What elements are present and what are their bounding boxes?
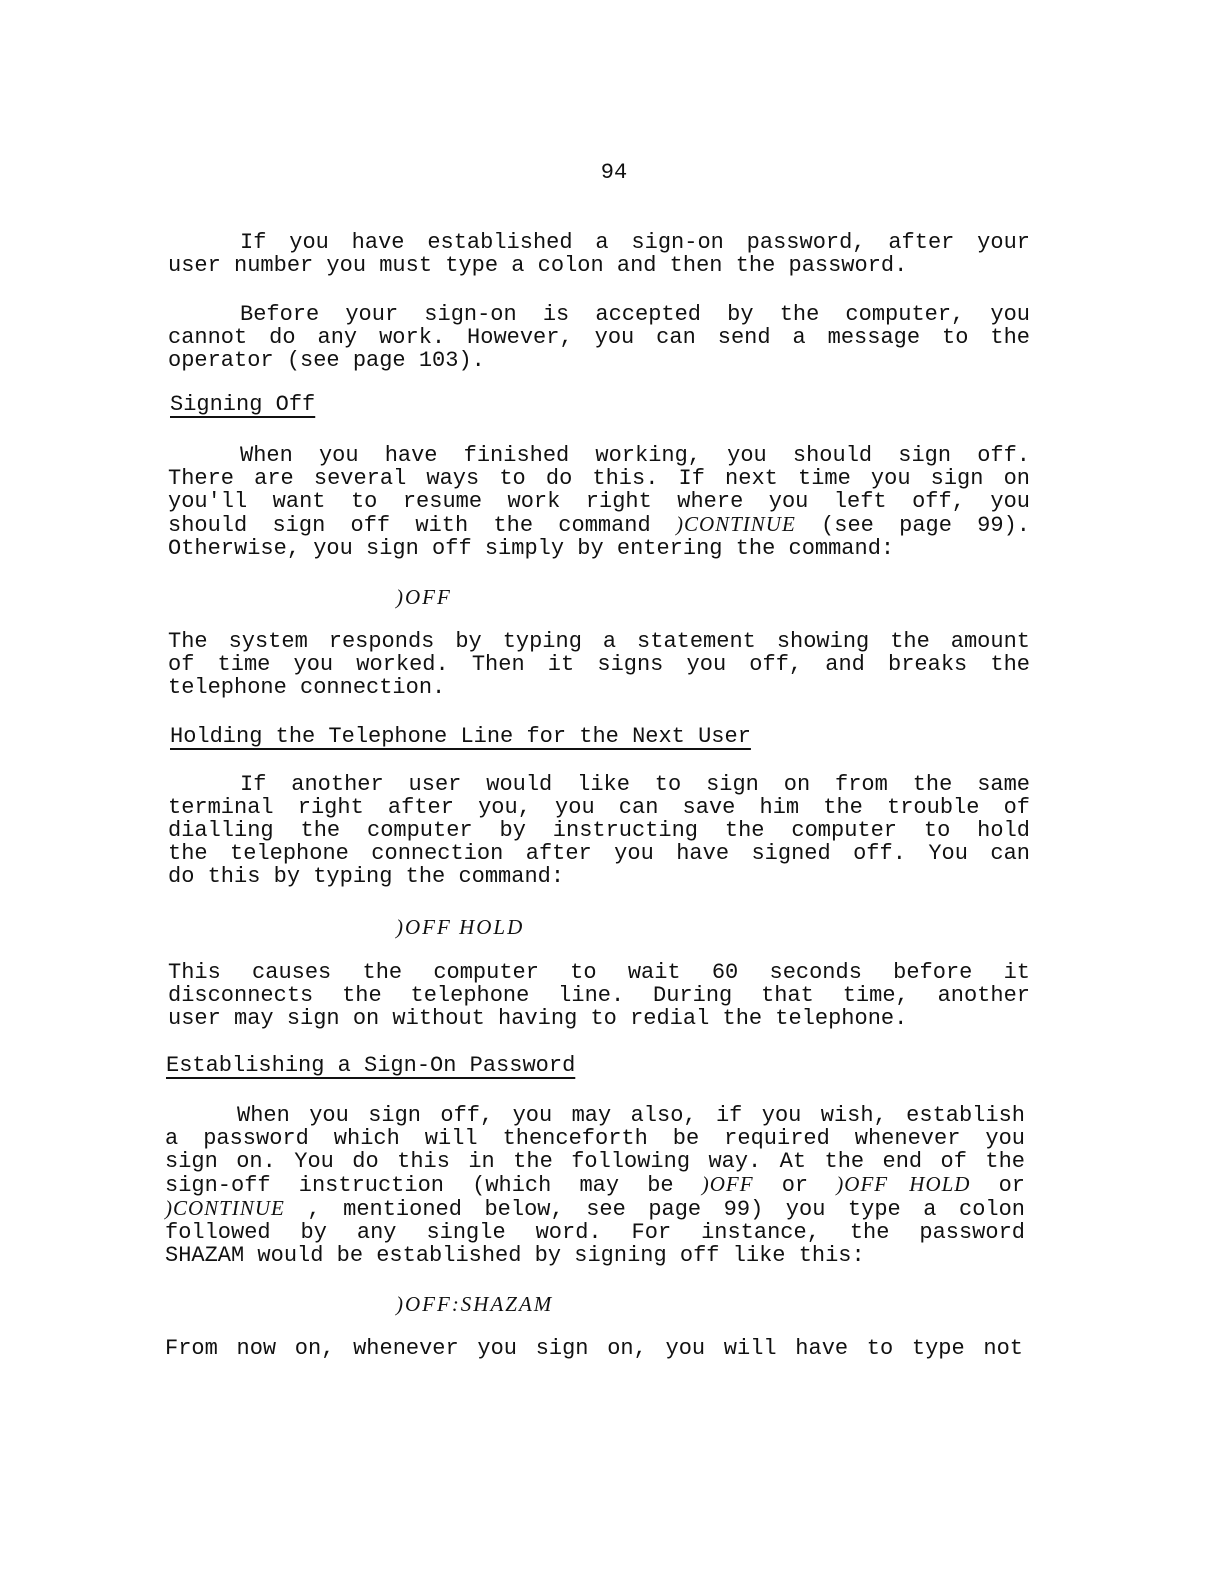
paragraph-from-now-on: [165, 1337, 1023, 1360]
paragraph-system-response: [168, 630, 1030, 699]
paragraph-holding-line: [168, 773, 1030, 888]
text-line: of time you worked. Then it signs you off, and breaks the: [168, 652, 1030, 677]
text-line: operator (see page 103).: [168, 348, 485, 373]
text-line: a password which will thenceforth be required whenever you: [165, 1126, 1025, 1151]
text-line: disconnects the telephone line. During that time, another: [168, 983, 1030, 1008]
text-line: the telephone connection after you have signed off. You can: [168, 841, 1030, 866]
paragraph-sign-on-password: [168, 231, 1030, 277]
text-line: When you sign off, you may also, if you wish, establish: [237, 1103, 1025, 1128]
paragraph-signing-off: [168, 444, 1030, 560]
paragraph-sign-on-acceptance: [168, 303, 1030, 372]
command-inline-continue: )CONTINUE: [675, 512, 796, 536]
text-line: Otherwise, you sign off simply by entering the command:: [168, 536, 895, 561]
text-fragment: or: [970, 1173, 1026, 1198]
text-line: dialling the computer by instructing the computer to hold: [168, 818, 1030, 843]
section-heading-establishing-password: Establishing a Sign-On Password: [166, 1053, 576, 1078]
text-line: do this by typing the command:: [168, 864, 565, 889]
command-inline-off: )OFF: [701, 1172, 754, 1196]
command-example-off-hold: )OFF HOLD: [396, 915, 525, 939]
page-number: 94: [600, 160, 628, 185]
paragraph-establishing-password: [165, 1104, 1025, 1267]
command-inline-off-hold: )OFF HOLD: [836, 1172, 971, 1196]
text-line: There are several ways to do this. If next time you sign on: [168, 466, 1030, 491]
text-fragment: sign-off instruction (which may be: [165, 1173, 702, 1198]
text-line: If another user would like to sign on from the same: [240, 772, 1030, 797]
command-inline-continue: )CONTINUE: [165, 1196, 285, 1220]
text-line: From now on, whenever you sign on, you will have to type not: [165, 1336, 1023, 1361]
text-line: When you have finished working, you should sign off.: [240, 443, 1030, 468]
text-line: [165, 1173, 1025, 1197]
text-fragment: should sign off with the command: [168, 513, 676, 538]
text-line: user number you must type a colon and then the password.: [168, 253, 908, 278]
text-line: telephone connection.: [168, 675, 446, 700]
text-line: If you have established a sign-on password, after your: [240, 230, 1030, 255]
text-fragment: , mentioned below, see page 99) you type a colon: [284, 1197, 1025, 1222]
text-line: This causes the computer to wait 60 seconds before it: [168, 960, 1030, 985]
text-line: sign on. You do this in the following way. At the end of the: [165, 1149, 1025, 1174]
paragraph-wait-60-seconds: [168, 961, 1030, 1030]
section-heading-signing-off: Signing Off: [170, 392, 316, 417]
command-example-off-shazam: )OFF:SHAZAM: [396, 1292, 554, 1316]
text-line: Before your sign-on is accepted by the computer, you: [240, 302, 1030, 327]
command-example-off: )OFF: [396, 585, 452, 609]
text-line: followed by any single word. For instance, the password: [165, 1220, 1025, 1245]
text-fragment: or: [753, 1173, 837, 1198]
text-line: terminal right after you, you can save him the trouble of: [168, 795, 1030, 820]
text-fragment: (see page 99).: [795, 513, 1030, 538]
section-heading-holding-line: Holding the Telephone Line for the Next User: [170, 724, 751, 749]
text-line: you'll want to resume work right where you left off, you: [168, 489, 1030, 514]
text-line: [165, 1197, 1025, 1221]
text-line: SHAZAM would be established by signing off like this:: [165, 1243, 865, 1268]
text-line: user may sign on without having to redial the telephone.: [168, 1006, 908, 1031]
text-line: cannot do any work. However, you can send a message to the: [168, 325, 1030, 350]
text-line: The system responds by typing a statement showing the amount: [168, 629, 1030, 654]
text-line: [168, 513, 1030, 537]
